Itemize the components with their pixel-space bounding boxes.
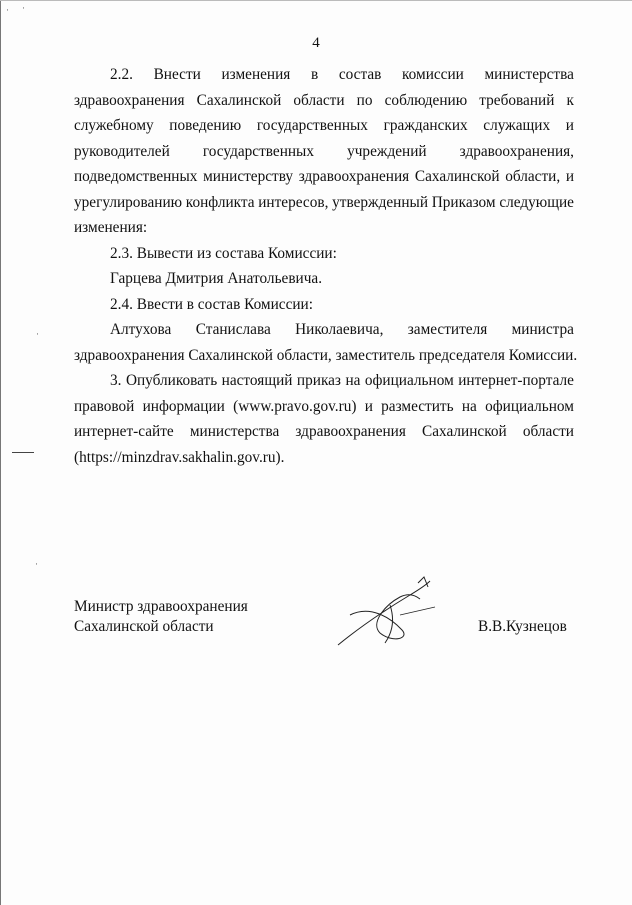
- text-line: [74, 343, 578, 369]
- word: здравоохранения: [295, 423, 406, 440]
- word: 3.: [110, 372, 122, 389]
- signer-title-line-2: Сахалинской области: [74, 618, 214, 635]
- removed-person: [74, 266, 574, 292]
- word: конфликта: [185, 193, 255, 211]
- item-3: [74, 368, 574, 470]
- word: Станислава: [195, 321, 271, 338]
- word: гражданских: [383, 117, 468, 134]
- item-2-3: [74, 241, 574, 267]
- word: министерству: [203, 168, 294, 185]
- word: состав: [338, 66, 382, 83]
- text-line: [74, 62, 574, 88]
- added-person: [74, 317, 578, 368]
- word: и: [565, 168, 574, 185]
- text-line: [74, 215, 574, 241]
- word: правовой: [74, 397, 135, 415]
- word: Николаевича,: [295, 321, 384, 338]
- word: интернет-портале: [458, 372, 574, 389]
- text-line: [74, 317, 574, 343]
- word: на: [345, 372, 361, 389]
- word: Сахалинской: [422, 423, 507, 440]
- signer-name: В.В.Кузнецов: [478, 618, 567, 635]
- signer-title-line-1: Министр здравоохранения: [74, 598, 248, 615]
- text-line: [74, 368, 574, 394]
- word: изменения: [221, 66, 291, 83]
- word: соблюдению: [384, 91, 468, 109]
- word: поведению: [169, 117, 242, 134]
- removed-person-text: Гарцева Дмитрия Анатольевича.: [110, 270, 323, 287]
- word: на: [461, 397, 477, 415]
- word: министерства: [189, 423, 280, 440]
- scan-speck: ·: [36, 329, 39, 339]
- scan-mark: [12, 452, 34, 453]
- word: здравоохранения: [298, 168, 410, 185]
- word: к: [566, 91, 574, 109]
- word: изменения:: [74, 219, 148, 236]
- word: руководителей: [74, 142, 170, 160]
- scan-speck: ·: [6, 5, 9, 15]
- word: и: [364, 397, 373, 415]
- handwritten-signature: [330, 575, 440, 650]
- word: Приказом: [431, 193, 496, 211]
- word: требований: [479, 91, 555, 109]
- scan-speck: ·: [22, 3, 25, 13]
- word: области: [293, 91, 345, 109]
- word: служебному: [74, 117, 154, 134]
- word: государственных: [256, 117, 368, 134]
- page-number: 4: [312, 35, 320, 51]
- word: урегулированию: [74, 193, 183, 211]
- text-line: [74, 190, 574, 216]
- word: Сахалинской: [414, 168, 500, 185]
- word: министерства: [484, 66, 574, 83]
- text-line: [74, 113, 574, 139]
- word: 2.2.: [110, 66, 133, 83]
- word: Сахалинской: [196, 91, 282, 109]
- document-body: [74, 62, 578, 470]
- text-line: [74, 419, 574, 445]
- word: настоящий: [221, 372, 293, 389]
- word: по: [356, 91, 373, 109]
- word: служащих: [483, 117, 551, 134]
- word: министра: [511, 321, 574, 338]
- word: утвержденный: [332, 193, 429, 211]
- item-2-3-text: 2.3. Вывести из состава Комиссии:: [110, 244, 337, 262]
- word: интересов,: [258, 193, 329, 211]
- word: Алтухова: [110, 321, 172, 338]
- word: официальном: [485, 397, 574, 415]
- word: официальном: [364, 372, 454, 389]
- word: заместителя: [407, 321, 488, 338]
- word: (www.pravo.gov.ru): [233, 397, 357, 415]
- word: Внести: [153, 66, 201, 83]
- word: комиссии: [402, 66, 464, 83]
- item-2-4: [74, 292, 574, 318]
- word: (https://minzdrav.sakhalin.gov.ru).: [74, 448, 285, 466]
- word: разместить: [381, 397, 454, 415]
- word: учреждений: [347, 142, 427, 160]
- scan-top-line: [0, 0, 632, 1]
- signature-title: [74, 597, 248, 637]
- text-line: [74, 88, 574, 114]
- word: государственных: [202, 142, 314, 160]
- word: области: [522, 423, 574, 440]
- word: и: [565, 117, 574, 134]
- scan-speck: ·: [35, 559, 38, 569]
- word: области,: [505, 168, 561, 185]
- word: в: [310, 66, 319, 83]
- word: информации: [142, 397, 225, 415]
- text-line: [74, 164, 574, 190]
- word: здравоохранения: [74, 91, 185, 109]
- text-line: [74, 445, 574, 471]
- text-line: [74, 139, 574, 165]
- word: здравоохранения,: [459, 142, 574, 160]
- word: интернет-сайте: [74, 423, 174, 440]
- paragraph-2-2: [74, 62, 574, 241]
- scan-edge-line: [0, 0, 1, 905]
- word: приказ: [296, 372, 341, 389]
- word: подведомственных: [74, 168, 198, 185]
- text-line: [74, 394, 574, 420]
- word: следующие: [499, 193, 574, 211]
- item-2-4-text: 2.4. Ввести в состав Комиссии:: [110, 295, 313, 313]
- word: здравоохранения Сахалинской области, заместитель председателя Комиссии.: [74, 346, 578, 364]
- word: Опубликовать: [125, 372, 218, 389]
